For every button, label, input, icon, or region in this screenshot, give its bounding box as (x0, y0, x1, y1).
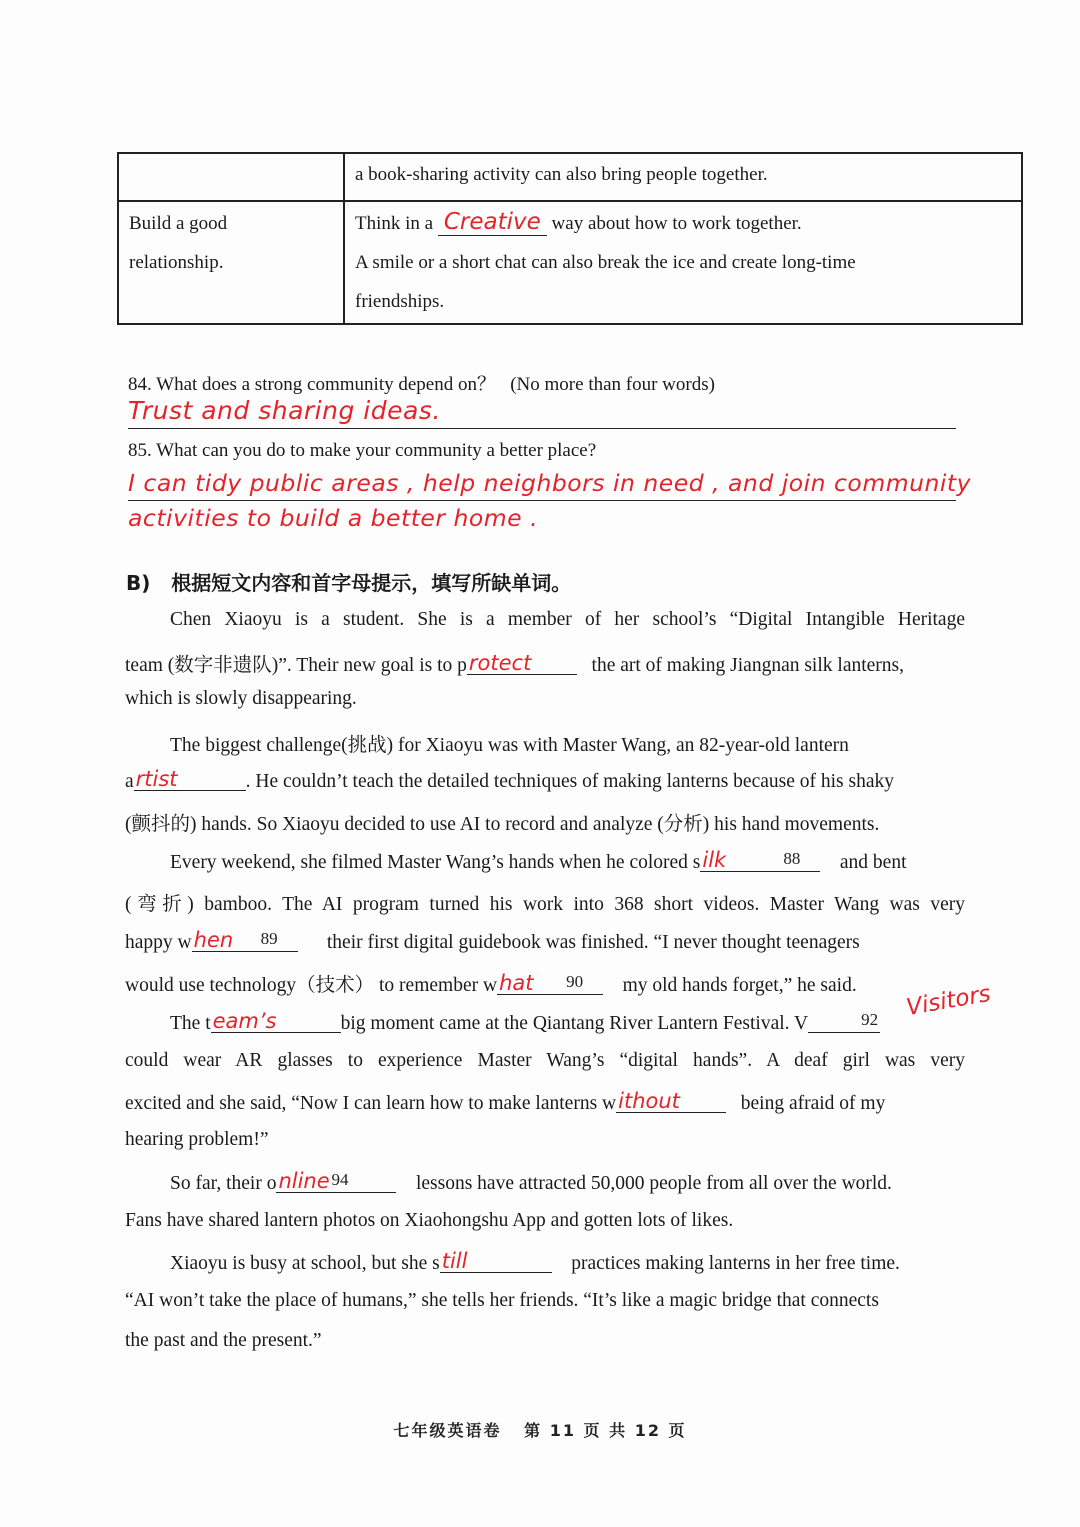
table-text (355, 204, 1021, 243)
passage-line: could wear AR glasses to experience Master Wang’s “digital hands”. A deaf girl was very (125, 1050, 965, 1071)
answer-blank[interactable] (497, 972, 603, 995)
question-84: 84. What does a strong community depend on？ (No more than four words) (128, 374, 715, 395)
handwritten-answer: eam’s (212, 1009, 277, 1033)
handwritten-answer: hen (193, 928, 234, 952)
handwritten-answer: Visitors (904, 980, 993, 1022)
handwritten-answer-85-line1: I can tidy public areas , help neighbors in need , and join community (128, 469, 972, 497)
answer-line[interactable] (128, 500, 956, 501)
passage-line: hearing problem!” (125, 1129, 269, 1150)
handwritten-answer-84: Trust and sharing ideas. (128, 396, 441, 425)
handwritten-answer: Creative (443, 209, 541, 235)
blank-number: 89 (260, 929, 278, 948)
answer-blank[interactable] (467, 652, 577, 675)
passage-line: Xiaoyu is busy at school, but she s till practices making lanterns in her free time. (170, 1249, 900, 1274)
passage-line: happy w hen 89 their first digital guidebook was finished. “I never thought teenagers (125, 928, 860, 953)
page-footer: 七年级英语卷 第 11 页 共 12 页 (393, 1421, 687, 1440)
passage-line: The biggest challenge(挑战) for Xiaoyu was with Master Wang, an 82-year-old lantern (170, 735, 849, 756)
handwritten-answer: nline (278, 1169, 330, 1193)
passage-line: So far, their o nline 94 lessons have attracted 50,000 people from all over the world. (170, 1169, 892, 1194)
answer-blank[interactable] (440, 1250, 552, 1273)
passage-line: (弯折) bamboo. The AI program turned his work into 368 short videos. Master Wang was very (125, 894, 965, 915)
answer-blank[interactable] (192, 929, 298, 952)
handwritten-answer: rotect (468, 651, 532, 675)
blank-number: 90 (566, 972, 584, 991)
answer-line[interactable] (128, 428, 956, 429)
passage-line: which is slowly disappearing. (125, 688, 357, 709)
answer-blank[interactable] (211, 1010, 341, 1033)
blank-number: 94 (331, 1170, 349, 1189)
table-cell (118, 153, 344, 201)
passage-line: The t eam’s big moment came at the Qiantang River Lantern Festival. V 92 (170, 1009, 879, 1034)
passage-line: (颤抖的) hands. So Xiaoyu decided to use AI to record and analyze (分析) his hand movements. (125, 814, 880, 835)
table-text: friendships. (355, 291, 445, 312)
table-label: relationship. (129, 252, 224, 273)
handwritten-answer: till (441, 1249, 468, 1273)
blank-number: 92 (861, 1010, 879, 1029)
answer-blank[interactable] (616, 1090, 726, 1113)
handwritten-answer: hat (499, 971, 534, 995)
passage-line: the past and the present.” (125, 1330, 322, 1351)
handwritten-answer: ilk (702, 848, 727, 872)
table-cell (344, 201, 1022, 324)
passage-line: a rtist . He couldn’t teach the detailed techniques of making lanterns because of his shaky (125, 767, 895, 792)
handwritten-answer: rtist (135, 767, 178, 791)
answer-blank[interactable] (700, 849, 820, 872)
table-text-after: way about how to work together. (551, 213, 802, 234)
handwritten-answer: ithout (618, 1089, 680, 1113)
answer-blank[interactable] (134, 768, 246, 791)
question-85: 85. What can you do to make your community a better place? (128, 440, 597, 461)
summary-table (117, 152, 1023, 325)
passage-line: Fans have shared lantern photos on Xiaohongshu App and gotten lots of likes. (125, 1210, 734, 1231)
handwritten-answer-85-line2: activities to build a better home . (128, 504, 539, 532)
passage-line: “AI won’t take the place of humans,” she tells her friends. “It’s like a magic bridge that connects (125, 1290, 879, 1311)
answer-blank[interactable] (438, 211, 547, 236)
blank-number: 88 (783, 849, 801, 868)
table-row (118, 201, 1022, 324)
table-text: a book-sharing activity can also bring people together. (355, 164, 768, 185)
passage-line: team (数字非遗队)”. Their new goal is to p rotect the art of making Jiangnan silk lanterns, (125, 651, 904, 676)
passage-line: excited and she said, “Now I can learn how to make lanterns w ithout being afraid of my (125, 1089, 886, 1114)
answer-blank[interactable] (808, 1010, 880, 1033)
section-heading: B) 根据短文内容和首字母提示，填写所缺单词。 (126, 571, 572, 595)
table-row (118, 153, 1022, 201)
passage-line: Every weekend, she filmed Master Wang’s hands when he colored s ilk 88 and bent (170, 848, 907, 873)
table-label: Build a good (129, 213, 228, 234)
table-text: A smile or a short chat can also break the ice and create long-time (355, 252, 856, 273)
answer-blank[interactable] (276, 1170, 396, 1193)
table-cell (344, 153, 1022, 201)
passage-line: Chen Xiaoyu is a student. She is a member of her school’s “Digital Intangible Heritage (170, 609, 965, 630)
table-text-before: Think in a (355, 213, 434, 234)
table-cell (118, 201, 344, 324)
passage-line: would use technology（技术） to remember w hat 90 my old hands forget,” he said. (125, 971, 857, 996)
